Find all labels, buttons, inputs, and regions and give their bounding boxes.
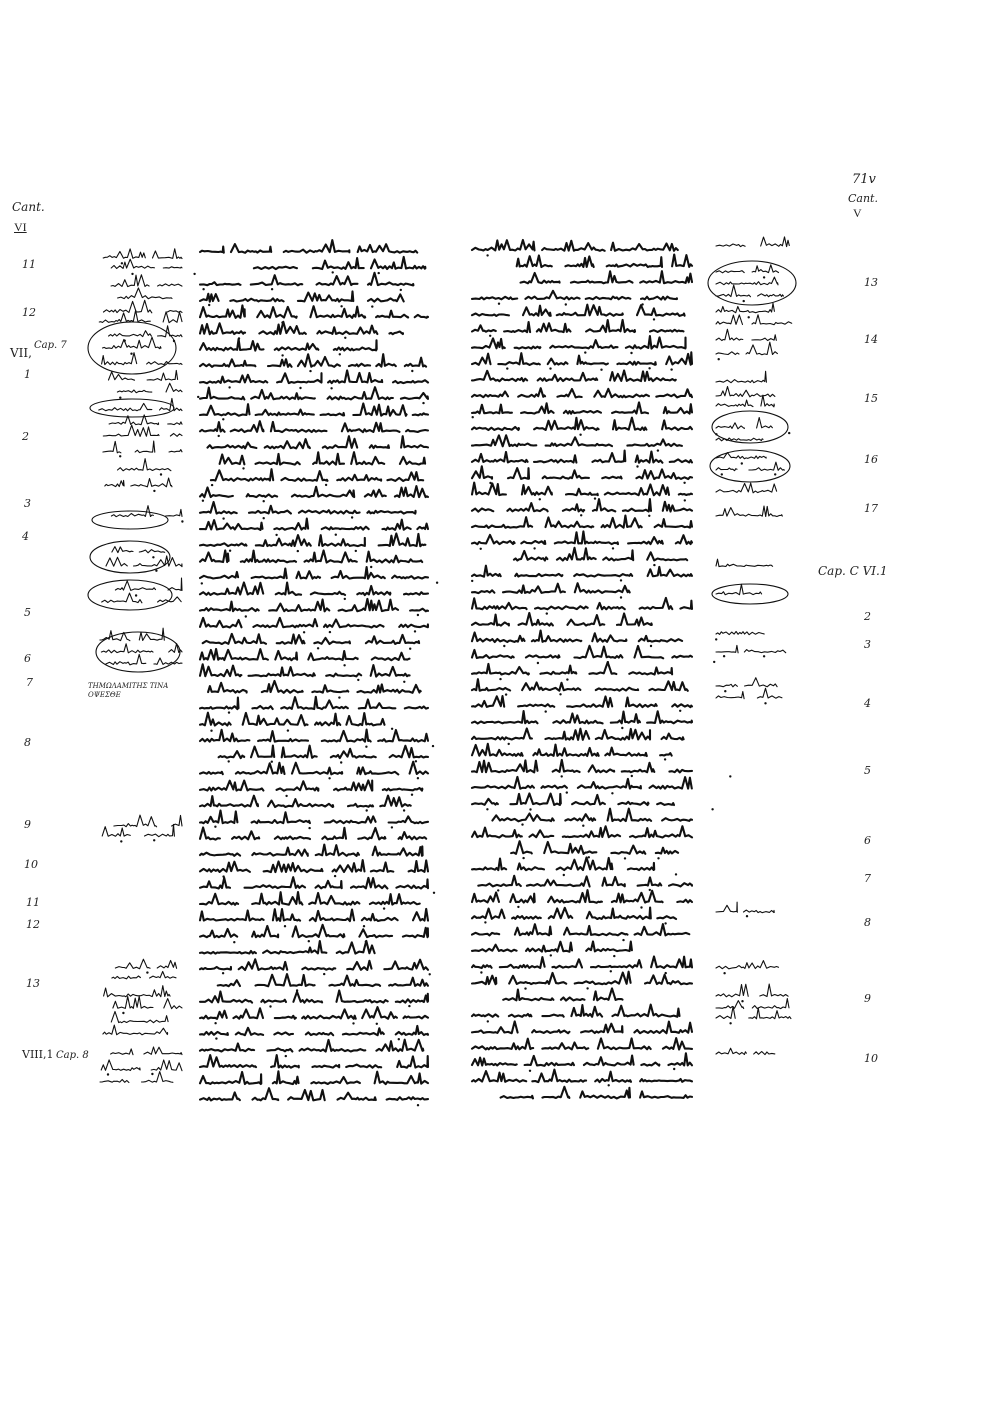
syriac-line-left <box>200 959 431 975</box>
syriac-line-right <box>472 516 692 528</box>
syriac-line-left <box>203 634 419 650</box>
left-margin-gloss <box>104 300 183 313</box>
right-margin-gloss <box>716 559 773 566</box>
left-verse-number: 12 <box>26 918 40 931</box>
right-verse-number: 3 <box>864 638 871 651</box>
syriac-line-left <box>200 1088 428 1106</box>
left-margin-gloss <box>111 259 196 275</box>
left-verse-number: 13 <box>26 977 40 990</box>
syriac-line-left <box>200 828 426 840</box>
syriac-line-right <box>472 908 676 925</box>
left-margin-gloss <box>106 556 182 572</box>
syriac-line-left <box>200 291 404 307</box>
syriac-line-right <box>472 662 672 681</box>
left-margin-gloss <box>111 275 182 287</box>
right-margin-gloss <box>716 303 774 318</box>
syriac-line-left <box>200 502 416 520</box>
syriac-line-right <box>472 583 630 599</box>
syriac-line-right <box>472 924 689 941</box>
left-margin-gloss <box>104 986 171 997</box>
syriac-line-right <box>472 388 692 397</box>
right-circled-gloss <box>712 584 788 604</box>
syriac-line-left <box>200 811 428 830</box>
folio-number: 71v <box>852 172 876 187</box>
left-margin-gloss <box>117 383 199 399</box>
left-circled-gloss <box>88 322 176 374</box>
syriac-line-left <box>200 892 420 910</box>
right-margin-gloss <box>716 462 784 475</box>
syriac-line-left <box>200 991 428 1008</box>
right-verse-number: 7 <box>864 872 871 885</box>
syriac-line-left <box>200 909 428 928</box>
syriac-line-right <box>472 957 692 975</box>
left-margin-gloss <box>103 337 162 355</box>
left-margin-gloss <box>114 815 182 827</box>
left-margin-gloss <box>111 1012 168 1023</box>
syriac-line-left <box>200 339 377 357</box>
syriac-line-left <box>200 404 428 421</box>
right-verse-number: 4 <box>864 697 871 710</box>
right-margin-gloss <box>716 1048 775 1054</box>
left-margin-gloss <box>100 1072 173 1083</box>
right-margin-gloss <box>716 584 762 594</box>
left-verse-number: 2 <box>22 430 29 443</box>
syriac-line-right <box>472 760 732 778</box>
right-margin-gloss <box>716 285 783 302</box>
left-margin-gloss <box>103 1025 168 1035</box>
right-chapter-cap: Cap. C VI.1 <box>818 564 888 578</box>
left-verse-number: 3 <box>24 497 31 510</box>
syriac-line-right <box>472 1005 680 1023</box>
syriac-line-left <box>200 322 403 340</box>
syriac-line-right <box>472 972 692 990</box>
left-verse-number: 10 <box>24 858 38 871</box>
syriac-line-right <box>472 418 718 436</box>
syriac-line-right <box>472 305 685 321</box>
syriac-line-left <box>211 469 423 486</box>
syriac-line-left <box>200 1071 428 1084</box>
left-margin-gloss <box>109 326 182 342</box>
right-margin-gloss <box>716 395 774 407</box>
left-header-abbr: Cant. <box>12 200 45 214</box>
syriac-line-right <box>472 291 677 306</box>
syriac-line-left <box>200 534 425 553</box>
syriac-line-right <box>472 1021 692 1033</box>
syriac-line-right <box>472 890 692 909</box>
left-margin-gloss <box>111 1047 182 1055</box>
syriac-line-left <box>200 860 428 878</box>
syriac-line-right <box>472 613 652 626</box>
syriac-line-right <box>472 826 692 837</box>
syriac-line-left <box>208 681 421 699</box>
right-margin-gloss <box>716 237 789 247</box>
right-verse-number: 6 <box>864 834 871 847</box>
left-circled-gloss <box>92 511 168 529</box>
left-margin-gloss <box>102 824 174 842</box>
syriac-line-right <box>472 598 692 615</box>
right-verse-number: 5 <box>864 764 871 777</box>
right-margin-gloss <box>716 418 790 435</box>
syriac-line-left <box>200 845 423 856</box>
left-margin-gloss <box>100 628 164 641</box>
syriac-line-left <box>200 370 428 389</box>
syriac-line-right <box>472 336 686 354</box>
syriac-line-left <box>200 599 428 618</box>
left-margin-gloss <box>102 593 182 603</box>
right-margin-gloss <box>716 315 792 325</box>
right-verse-number: 2 <box>864 610 871 623</box>
syriac-line-right <box>472 466 692 484</box>
right-margin-gloss <box>716 483 777 493</box>
right-margin-gloss <box>716 277 778 285</box>
syriac-line-right <box>472 744 672 761</box>
right-margin-gloss <box>716 961 779 975</box>
syriac-line-left <box>254 257 426 274</box>
syriac-line-right <box>472 451 692 468</box>
syriac-line-right <box>517 255 692 268</box>
right-margin-gloss <box>716 678 777 693</box>
left-margin-gloss <box>102 353 182 365</box>
syriac-line-left <box>200 1026 428 1041</box>
left-verse-number: 9 <box>24 818 31 831</box>
syriac-line-left <box>200 618 428 634</box>
left-verse-number: 11 <box>22 258 36 271</box>
syriac-line-left <box>200 925 428 944</box>
right-margin-gloss <box>716 984 788 1002</box>
syriac-line-left <box>200 1007 428 1025</box>
right-verse-number: 17 <box>864 502 878 515</box>
syriac-line-right <box>472 435 682 452</box>
syriac-line-left <box>200 877 435 894</box>
left-verse-number: 8 <box>24 736 31 749</box>
right-margin-gloss <box>716 902 774 917</box>
syriac-line-right <box>472 696 692 713</box>
syriac-line-left <box>200 305 428 323</box>
syriac-line-right <box>511 841 678 859</box>
right-header-abbr: Cant. <box>848 192 878 205</box>
syriac-line-left <box>220 452 426 469</box>
syriac-line-left <box>200 941 375 954</box>
left-margin-gloss <box>111 506 183 523</box>
syriac-line-right <box>492 809 692 827</box>
left-header-roman: VI <box>14 220 27 234</box>
syriac-line-right <box>478 876 692 892</box>
syriac-line-left <box>208 436 429 448</box>
chapter-cap-8: Cap. 8 <box>56 1050 89 1061</box>
right-margin-gloss <box>716 506 782 516</box>
syriac-line-right <box>472 1038 692 1049</box>
syriac-line-right <box>472 1070 692 1087</box>
syriac-line-right <box>472 240 678 257</box>
right-margin-gloss <box>716 371 766 382</box>
syriac-line-right <box>514 548 687 567</box>
chapter-cap-7: Cap. 7 <box>34 340 67 351</box>
right-verse-number: 9 <box>864 992 871 1005</box>
right-verse-number: 8 <box>864 916 871 929</box>
left-verse-number: 7 <box>26 676 33 689</box>
syriac-line-left <box>200 762 428 780</box>
left-margin-gloss <box>113 996 182 1014</box>
syriac-line-right <box>472 352 692 371</box>
right-verse-number: 10 <box>864 1052 878 1065</box>
right-margin-gloss <box>716 999 789 1009</box>
syriac-line-left <box>200 713 393 732</box>
syriac-line-left <box>200 273 413 291</box>
left-margin-gloss <box>118 459 171 476</box>
left-margin-gloss <box>106 654 182 664</box>
left-verse-number: 12 <box>22 306 36 319</box>
syriac-line-left <box>200 1055 428 1068</box>
syriac-line-left <box>200 421 428 437</box>
syriac-line-right <box>472 631 682 648</box>
right-margin-gloss <box>716 329 776 340</box>
syriac-line-right <box>472 1053 692 1072</box>
syriac-line-right <box>472 794 714 811</box>
left-margin-gloss <box>112 972 176 979</box>
right-margin-gloss <box>716 1007 791 1025</box>
syriac-line-left <box>200 697 428 714</box>
left-margin-gloss <box>103 441 182 457</box>
syriac-line-left <box>200 240 417 253</box>
left-margin-gloss <box>118 288 172 299</box>
syriac-line-left <box>200 796 411 812</box>
right-margin-gloss <box>716 342 777 360</box>
syriac-line-left <box>200 519 428 537</box>
syriac-line-left <box>200 583 428 601</box>
syriac-line-right <box>472 711 692 729</box>
left-verse-number: 5 <box>24 606 31 619</box>
syriac-line-right <box>501 1087 692 1099</box>
syriac-line-right <box>471 566 692 582</box>
syriac-line-right <box>472 679 688 696</box>
greek-marginal-note: ΤΗΜΩΛΑΜΙΤΗΣ ΤΙΝΑ ΟΨΕΣΘΕ <box>88 682 169 699</box>
syriac-line-right <box>472 320 684 337</box>
syriac-line-right <box>472 942 632 958</box>
left-margin-gloss <box>103 425 182 436</box>
right-header-roman: V <box>853 206 862 220</box>
syriac-line-left <box>200 649 410 667</box>
syriac-line-right <box>472 499 692 517</box>
left-margin-gloss <box>115 959 176 974</box>
left-circled-gloss <box>90 541 170 573</box>
left-margin-gloss <box>103 249 182 265</box>
left-margin-gloss <box>112 547 165 559</box>
syriac-line-right <box>472 729 684 746</box>
syriac-line-left <box>200 664 410 683</box>
left-verse-number: 1 <box>24 368 31 381</box>
left-verse-number: 11 <box>26 896 40 909</box>
chapter-label-viii: VIII,1 <box>22 1048 54 1061</box>
syriac-line-left <box>219 746 428 764</box>
left-verse-number: 6 <box>24 652 31 665</box>
syriac-line-right <box>472 858 677 877</box>
right-circled-gloss <box>710 450 790 482</box>
syriac-line-left <box>200 730 434 748</box>
syriac-line-left <box>200 486 428 502</box>
syriac-line-left <box>200 781 422 798</box>
syriac-line-left <box>200 567 438 585</box>
chapter-label-vii: VII, <box>10 346 32 360</box>
left-circled-gloss <box>96 632 180 672</box>
syriac-line-right <box>521 271 693 283</box>
left-margin-gloss <box>101 1060 182 1076</box>
left-margin-gloss <box>101 644 182 653</box>
syriac-line-right <box>472 371 676 382</box>
right-verse-number: 14 <box>864 333 878 346</box>
syriac-line-left <box>218 974 428 992</box>
syriac-line-right <box>472 646 715 664</box>
syriac-line-left <box>200 550 422 568</box>
left-margin-gloss <box>105 478 172 492</box>
right-margin-gloss <box>716 265 779 279</box>
syriac-line-right <box>472 483 692 502</box>
syriac-line-left <box>200 1040 423 1058</box>
left-verse-number: 4 <box>22 530 29 543</box>
left-margin-gloss <box>109 370 178 380</box>
syriac-line-right <box>472 777 692 795</box>
right-verse-number: 13 <box>864 276 878 289</box>
syriac-line-right <box>472 402 693 418</box>
right-verse-number: 16 <box>864 453 878 466</box>
syriac-line-right <box>472 531 692 550</box>
syriac-line-left <box>200 387 428 404</box>
right-verse-number: 15 <box>864 392 878 405</box>
right-margin-gloss <box>716 645 786 657</box>
right-margin-gloss <box>715 632 764 641</box>
syriac-line-right <box>503 988 622 1000</box>
right-margin-gloss <box>716 387 775 397</box>
syriac-line-left <box>200 354 426 372</box>
